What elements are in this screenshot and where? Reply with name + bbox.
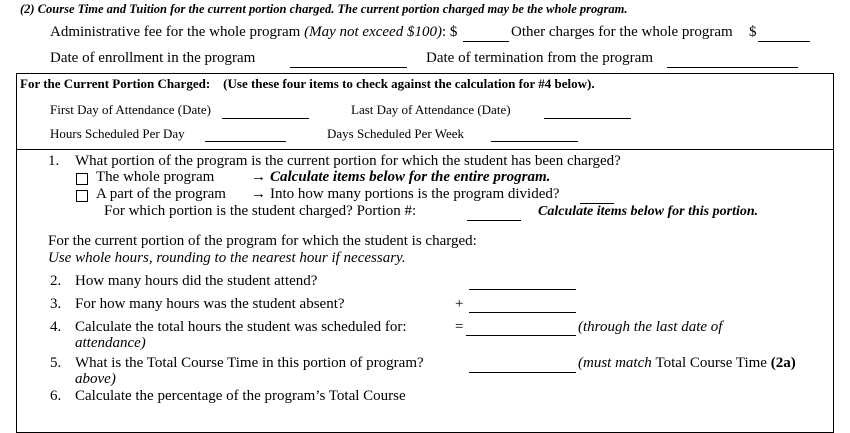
q4-total-hours-field[interactable] (466, 335, 576, 336)
admin-fee-dollar: : $ (441, 24, 458, 40)
q1-text: What portion of the program is the current portion for which the student has been charged? (75, 153, 621, 169)
whole-program-checkbox[interactable] (76, 173, 88, 185)
first-day-label: First Day of Attendance (Date) (50, 102, 212, 117)
last-day-label: Last Day of Attendance (Date) (351, 102, 511, 117)
q4-text: Calculate the total hours the student was scheduled for: (75, 319, 407, 335)
q6-number: 6. (50, 388, 62, 404)
q4-number: 4. (50, 319, 62, 335)
part-program-action: Calculate items below for this portion. (538, 204, 759, 219)
q5-note-pre: (must match (578, 355, 656, 371)
q5-course-time-field[interactable] (469, 372, 576, 373)
part-program-checkbox[interactable] (76, 190, 88, 202)
current-portion-note: (Use these four items to check against the calculation for #4 below). (223, 76, 595, 91)
portion-number-field[interactable] (467, 220, 521, 221)
arrow-right-icon: → (251, 186, 266, 202)
admin-fee-note: (May not exceed $100) (304, 24, 442, 40)
q3-text: For how many hours was the student absent? (75, 296, 345, 312)
part-program-label: A part of the program (96, 186, 226, 202)
q5-note-cont: above) (75, 371, 116, 387)
days-scheduled-label: Days Scheduled Per Week (327, 126, 464, 141)
other-charges-field[interactable] (758, 41, 810, 42)
q3-number: 3. (50, 296, 62, 312)
q5-note-mid: Total Course Time (655, 355, 771, 371)
admin-fee-row (50, 24, 457, 41)
days-scheduled-field[interactable] (491, 141, 578, 142)
first-day-field[interactable] (222, 118, 309, 119)
q5-note (578, 355, 796, 372)
arrow-right-icon: → (251, 169, 266, 185)
q4-note: (through the last date of (578, 319, 723, 335)
current-portion-heading: For the Current Portion Charged: (20, 76, 211, 91)
q2-number: 2. (50, 273, 62, 289)
q4-note-cont: attendance) (75, 335, 146, 351)
whole-program-label: The whole program (96, 169, 215, 185)
other-charges-dollar: $ (749, 24, 757, 40)
q3-plus-sign: + (455, 296, 464, 312)
last-day-field[interactable] (544, 118, 631, 119)
enrollment-date-label: Date of enrollment in the program (50, 50, 256, 66)
section-divider (16, 149, 834, 150)
hours-scheduled-field[interactable] (205, 141, 286, 142)
q6-text: Calculate the percentage of the program’s Total Course (75, 388, 406, 404)
current-portion-title (20, 76, 595, 92)
q5-text: What is the Total Course Time in this portion of program? (75, 355, 424, 371)
instructions-line1: For the current portion of the program for which the student is charged: (48, 233, 477, 249)
other-charges-label: Other charges for the whole program (511, 24, 733, 40)
q2-hours-attended-field[interactable] (469, 289, 576, 290)
which-portion-label: For which portion is the student charged? Portion #: (104, 203, 417, 219)
termination-date-label: Date of termination from the program (426, 50, 654, 66)
q5-number: 5. (50, 355, 62, 371)
admin-fee-field[interactable] (463, 41, 509, 42)
instructions-line2: Use whole hours, rounding to the nearest hour if necessary. (48, 250, 406, 266)
section-header-course-time: (2) Course Time and Tuition for the current portion charged. The current portion charged may be the whole program. (20, 2, 628, 16)
hours-scheduled-label: Hours Scheduled Per Day (50, 126, 185, 141)
q4-equals-sign: = (455, 319, 464, 335)
termination-date-field[interactable] (667, 67, 798, 68)
portions-question: Into how many portions is the program divided? (270, 186, 560, 202)
q3-hours-absent-field[interactable] (469, 312, 576, 313)
admin-fee-label: Administrative fee for the whole program (50, 24, 301, 40)
enrollment-date-field[interactable] (290, 67, 407, 68)
q1-number: 1. (48, 153, 60, 169)
q5-note-ref: (2a) (770, 355, 796, 371)
whole-program-action: Calculate items below for the entire program. (270, 169, 551, 185)
q2-text: How many hours did the student attend? (75, 273, 318, 289)
